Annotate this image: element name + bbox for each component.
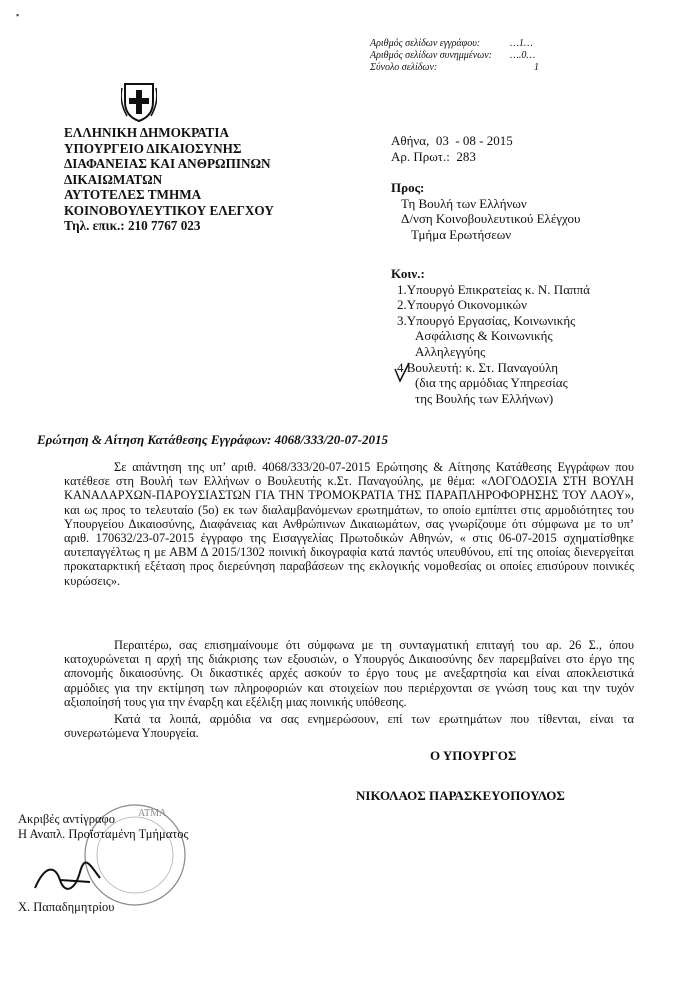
phone-value: 210 7767 023 — [127, 218, 201, 233]
stamp-text: ΑΤΜΑ — [138, 808, 167, 819]
cc-line: 2.Υπουργό Οικονομικών — [397, 297, 527, 313]
date-block — [391, 133, 513, 165]
phone-line — [64, 218, 274, 234]
paragraph-text: Περαιτέρω, σας επισημαίνουμε ότι σύμφωνα με τη συνταγματική επιταγή του αρ. 26 Σ., όπου κατοχυρώνεται η αρχή της διάκρισης των εξουσιών, ο Υπουργός Δικαιοσύνης δεν παρεμβαίνει στο έργο της απονομής δικαιοσύνης. Οι δικαστικές αρχές ασκούν το έργο τους με ανεξαρτησία και είναι αποκλειστικά αρμόδιες για την εκτίμηση των πληροφοριών και στοιχείων που περιέρχονται σε γνώση τους και την τυχόν αξιοποίησή τους για την έναρξη και εξέλιξη μιας ποινικής υπόθεσης. — [64, 638, 634, 709]
subject-line: Ερώτηση & Αίτηση Κατάθεσης Εγγράφων: 4068/333/20-07-2015 — [37, 432, 388, 447]
page-count-block — [370, 38, 539, 74]
copy-line: Η Αναπλ. Προϊσταμένη Τμήματος — [18, 827, 189, 841]
pages-label: Αριθμός σελίδων εγγράφου: — [370, 38, 481, 49]
protocol-line: Αρ. Πρωτ.: 283 — [391, 149, 476, 164]
recipient-block — [391, 180, 580, 242]
cc-line: Ασφάλισης & Κοινωνικής — [415, 328, 553, 344]
cc-title: Κοιν.: — [391, 266, 425, 281]
total-label: Σύνολο σελίδων: — [370, 62, 438, 73]
checkmark-icon — [393, 361, 411, 383]
paragraph-text: Σε απάντηση της υπ’ αριθ. 4068/333/20-07-2015 Ερώτησης & Αίτησης Κατάθεσης Εγγράφων που κατέθεσε στη Βουλή των Ελλήνων ο Βουλευτής κ.Στ. Παναγούλης, με θέμα: «ΛΟΓΟΔΟΣΙΑ ΣΤΗ ΒΟΥΛΗ ΚΑΝΑΛΑΡΧΩΝ-ΠΑΡΟΥΣΙΑΣΤΩΝ ΓΙΑ ΤΗΝ ΤΡΟΜΟΚΡΑΤΙΑ ΤΗΣ ΠΑΡΑΠΛΗΡΟΦΟΡΗΣΗΣ ΤΟΥ ΛΑΟΥ», και ως προς το τελευταίο (5ο) εκ των διαλαμβανόμενων ερωτημάτων, το οποίο εμπίπτει στις αρμοδιότητες του Υπουργείου Δικαιοσύνης, Διαφάνειας και Ανθρώπινων Δικαιωμάτων, σας γνωρίζουμε ότι σύμφωνα με το υπ’ αριθ. 170632/23-07-2015 έγγραφο της Εισαγγελίας Πρωτοδικών Αθηνών, « στις 06-07-2015 σχηματίσθηκε αυτεπαγγέλτως η με ΑΒΜ Δ 2015/1302 ποινική δικογραφία κατά παντός υπευθύνου, επί της οποίας διενεργείται προκαταρκτική εξέταση προς διερεύνηση παραβάσεων της εκλογικής νομοθεσίας οι οποίες επισύρουν ποινικές κυρώσεις». — [64, 460, 634, 588]
phone-label: Τηλ. επικ.: — [64, 218, 125, 233]
date-line: Αθήνα, 03 - 08 - 2015 — [391, 133, 513, 148]
greek-coat-of-arms-icon — [121, 82, 157, 122]
body-paragraph-1 — [64, 460, 634, 588]
recipient-line: Τη Βουλή των Ελλήνων — [401, 195, 527, 211]
recipient-line: Τμήμα Ερωτήσεων — [411, 226, 512, 242]
header-line: ΔΙΚΑΙΩΜΑΤΩΝ — [64, 171, 163, 187]
minister-title: Ο ΥΠΟΥΡΓΟΣ — [430, 748, 517, 763]
handwritten-signature — [30, 860, 120, 895]
paragraph-text: Κατά τα λοιπά, αρμόδια να σας ενημερώσουν, επί των ερωτημάτων που τίθενται, είναι τα συνερωτώμενα Υπουργεία. — [64, 712, 634, 741]
cc-line: της Βουλής των Ελλήνων) — [415, 390, 554, 406]
copy-certification — [18, 812, 189, 842]
body-paragraph-3 — [64, 712, 634, 740]
recipient-title: Προς: — [391, 180, 425, 195]
cc-line: (δια της αρμόδιας Υπηρεσίας — [415, 375, 568, 391]
attachments-label: Αριθμός σελίδων συνημμένων: — [370, 50, 492, 61]
cc-line: 4.Βουλευτή: κ. Στ. Παναγούλη — [397, 359, 559, 375]
recipient-line: Δ/νση Κοινοβουλευτικού Ελέγχου — [401, 211, 581, 226]
pages-value: …1… — [510, 38, 533, 49]
cc-line: 1.Υπουργό Επικρατείας κ. Ν. Παππά — [397, 281, 590, 297]
scan-mark: ▪ — [16, 10, 20, 20]
header-line: ΔΙΑΦΑΝΕΙΑΣ ΚΑΙ ΑΝΘΡΩΠΙΝΩΝ — [64, 156, 271, 171]
cc-line: Αλληλεγγύης — [415, 343, 486, 359]
minister-name: ΝΙΚΟΛΑΟΣ ΠΑΡΑΣΚΕΥΟΠΟΥΛΟΣ — [356, 788, 565, 803]
attachments-value: ….0… — [510, 50, 536, 61]
cc-line: 3.Υπουργό Εργασίας, Κοινωνικής — [397, 312, 576, 328]
copy-line: Ακριβές αντίγραφο — [18, 812, 115, 826]
body-paragraph-2 — [64, 638, 634, 709]
total-value: 1 — [534, 62, 539, 73]
cc-block — [391, 266, 590, 406]
copy-signer: Χ. Παπαδημητρίου — [18, 900, 115, 914]
header-line: ΥΠΟΥΡΓΕΙΟ ΔΙΚΑΙΟΣΥΝΗΣ — [64, 140, 242, 156]
header-line: ΕΛΛΗΝΙΚΗ ΔΗΜΟΚΡΑΤΙΑ — [64, 125, 229, 140]
header-line: ΚΟΙΝΟΒΟΥΛΕΥΤΙΚΟΥ ΕΛΕΓΧΟΥ — [64, 202, 274, 218]
header-line: ΑΥΤΟΤΕΛΕΣ ΤΜΗΜΑ — [64, 187, 202, 202]
ministry-header — [64, 125, 274, 234]
